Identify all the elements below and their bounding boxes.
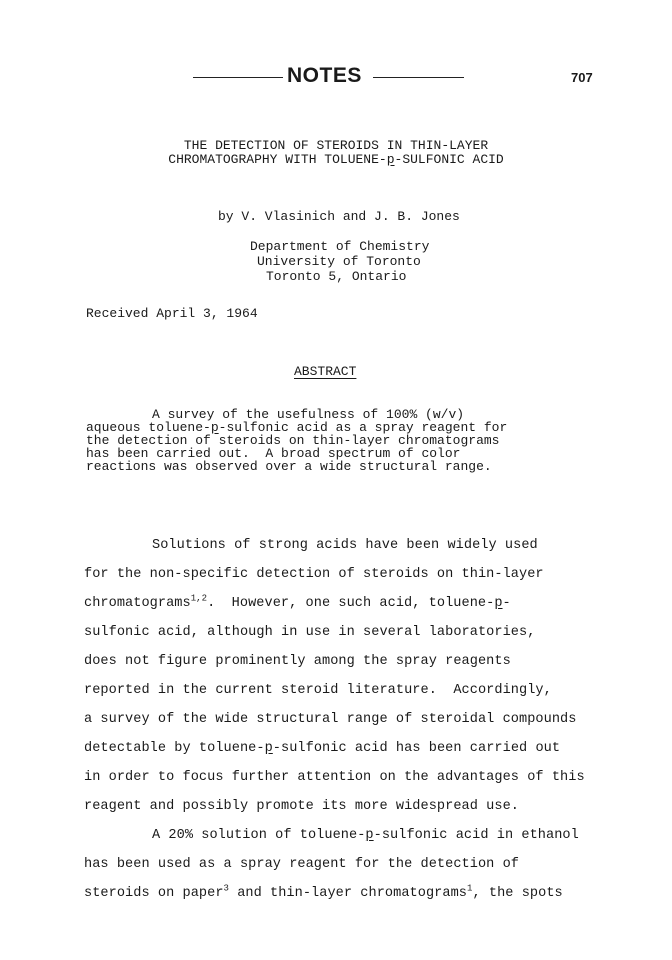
abstract-line: reactions was observed over a wide structural range.	[86, 459, 492, 474]
article-title-line-1: THE DETECTION OF STEROIDS IN THIN-LAYER	[183, 138, 489, 153]
body-line: detectable by toluene-p-sulfonic acid has been carried out	[84, 741, 561, 756]
abstract-line: A survey of the usefulness of 100% (w/v)	[152, 407, 465, 422]
citation-superscript: 1	[467, 883, 473, 894]
body-line: a survey of the wide structural range of steroidal compounds	[84, 712, 577, 727]
body-line: Solutions of strong acids have been widely used	[152, 538, 538, 553]
body-line: sulfonic acid, although in use in several laboratories,	[84, 625, 536, 640]
affiliation-university: University of Toronto	[257, 254, 421, 269]
section-title: NOTES	[287, 64, 362, 87]
body-line: reported in the current steroid literature. Accordingly,	[84, 683, 552, 698]
body-line: has been used as a spray reagent for the detection of	[84, 857, 520, 872]
article-title-line-2: CHROMATOGRAPHY WITH TOLUENE-p-SULFONIC ACID	[168, 152, 504, 167]
body-line: steroids on paper$^3$ and thin-layer chromatograms$^1$, the spots	[84, 883, 563, 901]
citation-superscript: 3	[223, 883, 229, 894]
header-rule-left	[193, 77, 283, 78]
citation-superscript: 1,2	[190, 593, 208, 604]
affiliation-city: Toronto 5, Ontario	[266, 269, 407, 284]
body-line: in order to focus further attention on the advantages of this	[84, 770, 585, 785]
header-rule-right	[373, 77, 464, 78]
abstract-line: aqueous toluene-p-sulfonic acid as a spray reagent for	[86, 420, 508, 435]
page-number: 707	[571, 70, 593, 85]
abstract-line: the detection of steroids on thin-layer chromatograms	[86, 433, 500, 448]
abstract-line: has been carried out. A broad spectrum of color	[86, 446, 461, 461]
abstract-heading: ABSTRACT	[294, 364, 357, 379]
body-line: for the non-specific detection of steroids on thin-layer	[84, 567, 544, 582]
body-line: does not figure prominently among the spray reagents	[84, 654, 511, 669]
byline: by V. Vlasinich and J. B. Jones	[218, 209, 460, 224]
received-date: Received April 3, 1964	[86, 306, 258, 321]
body-line: A 20% solution of toluene-p-sulfonic acid in ethanol	[152, 828, 579, 843]
body-line: chromatograms$^{1,2}$. However, one such acid, toluene-p-	[84, 593, 511, 611]
body-line: reagent and possibly promote its more widespread use.	[84, 799, 520, 814]
affiliation-department: Department of Chemistry	[250, 239, 430, 254]
